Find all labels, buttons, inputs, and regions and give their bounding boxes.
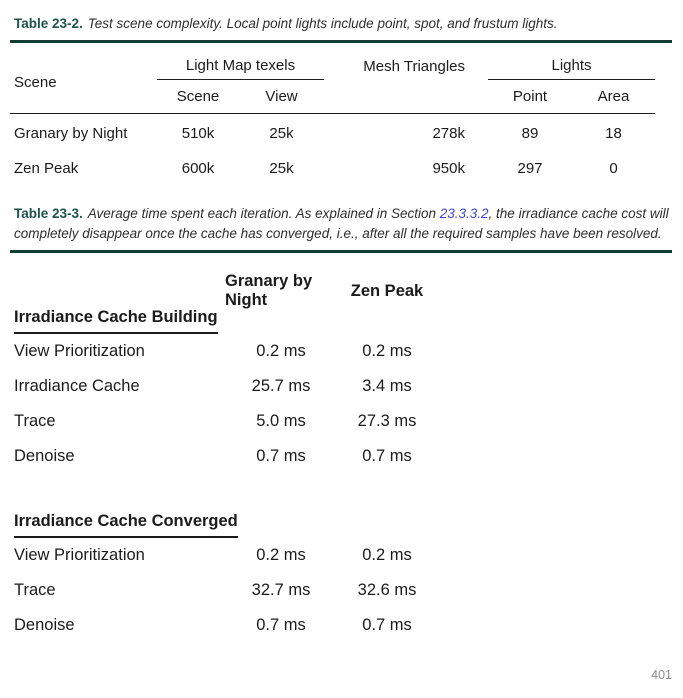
- subcolumn-header-texels-scene: Scene: [176, 88, 220, 105]
- column-group-light-map-texels: Light Map texels: [157, 52, 324, 80]
- column-header-scene: Scene: [14, 74, 57, 91]
- zen-time-value: 27.3 ms: [357, 412, 417, 430]
- zen-time-value: 0.7 ms: [362, 447, 412, 465]
- table-23-3-caption-label: Table 23-3.: [14, 206, 83, 221]
- texels-scene-value: 600k: [181, 160, 215, 177]
- table-row: [10, 369, 672, 404]
- granary-time-value: 0.2 ms: [256, 342, 306, 360]
- scene-name: Granary by Night: [14, 125, 128, 142]
- table-23-2-header: [10, 52, 655, 114]
- granary-time-value: 0.7 ms: [256, 616, 306, 634]
- zen-time-value: 0.7 ms: [362, 616, 412, 634]
- granary-time-value: 25.7 ms: [251, 377, 311, 395]
- empty-header-cell: [10, 272, 225, 310]
- row-label: Denoise: [14, 616, 75, 634]
- section-23-3-3-2-link[interactable]: 23.3.3.2: [439, 206, 489, 221]
- zen-time-value: 3.4 ms: [362, 377, 412, 395]
- table-23-3-caption-text-after-link: , the irradiance cache cost will completely disappear once the cache has converged, i.e., after all the required samples have been resolved.: [14, 206, 669, 241]
- subcolumn-header-texels-view: View: [265, 88, 298, 105]
- zen-time-value: 0.2 ms: [362, 342, 412, 360]
- table-23-3-caption: [10, 204, 672, 244]
- table-23-2-caption-label: Table 23-2.: [14, 16, 83, 31]
- subcolumn-header-lights-point: Point: [512, 88, 548, 105]
- section-title-text: Irradiance Cache Building: [14, 308, 218, 334]
- row-label: Trace: [14, 581, 56, 599]
- row-label: Irradiance Cache: [14, 377, 140, 395]
- subcolumn-header-lights-area: Area: [597, 88, 630, 105]
- row-label: Denoise: [14, 447, 75, 465]
- table-23-3-header: [10, 272, 672, 309]
- granary-time-value: 0.7 ms: [256, 447, 306, 465]
- scene-name: Zen Peak: [14, 160, 79, 177]
- texels-view-value: 25k: [269, 160, 294, 177]
- area-lights-value: 0: [609, 160, 618, 177]
- row-label: View Prioritization: [14, 546, 145, 564]
- table-23-2-body: [10, 114, 655, 186]
- section-title: [10, 308, 672, 334]
- table-row: [10, 404, 672, 439]
- column-header-zen-peak: Zen Peak: [350, 281, 424, 300]
- row-label: Trace: [14, 412, 56, 430]
- table-23-3-caption-text-before-link: Average time spent each iteration. As explained in Section: [87, 206, 440, 221]
- zen-time-value: 0.2 ms: [362, 546, 412, 564]
- mesh-triangles-value: 278k: [432, 125, 465, 142]
- section-irradiance-cache-building: [10, 308, 672, 474]
- point-lights-value: 297: [517, 160, 543, 177]
- texels-view-value: 25k: [269, 125, 294, 142]
- page-content: [10, 0, 672, 643]
- column-header-mesh-triangles: Mesh Triangles: [363, 58, 465, 75]
- texels-scene-value: 510k: [181, 125, 215, 142]
- area-lights-value: 18: [605, 125, 622, 142]
- granary-time-value: 0.2 ms: [256, 546, 306, 564]
- table-row: [10, 538, 672, 573]
- zen-time-value: 32.6 ms: [357, 581, 417, 599]
- granary-time-value: 5.0 ms: [256, 412, 306, 430]
- point-lights-value: 89: [521, 125, 539, 142]
- page-number: 401: [651, 668, 672, 682]
- table-row: [10, 334, 672, 369]
- column-header-granary-by-night: Granary by Night: [225, 272, 313, 309]
- section-irradiance-cache-converged: [10, 512, 672, 643]
- section-title: [10, 512, 672, 538]
- table-row: [10, 439, 672, 474]
- table-row: [10, 608, 672, 643]
- row-label: View Prioritization: [14, 342, 145, 360]
- section-title-text: Irradiance Cache Converged: [14, 512, 238, 538]
- table-23-2-caption: [10, 14, 672, 34]
- table-row: [10, 573, 672, 608]
- table-23-2-caption-text: Test scene complexity. Local point lights include point, spot, and frustum lights.: [87, 16, 558, 31]
- mesh-triangles-value: 950k: [432, 160, 465, 177]
- table-23-2-top-rule: [10, 40, 672, 43]
- granary-time-value: 32.7 ms: [251, 581, 311, 599]
- table-23-3-top-rule: [10, 250, 672, 253]
- column-group-lights: Lights: [488, 52, 655, 80]
